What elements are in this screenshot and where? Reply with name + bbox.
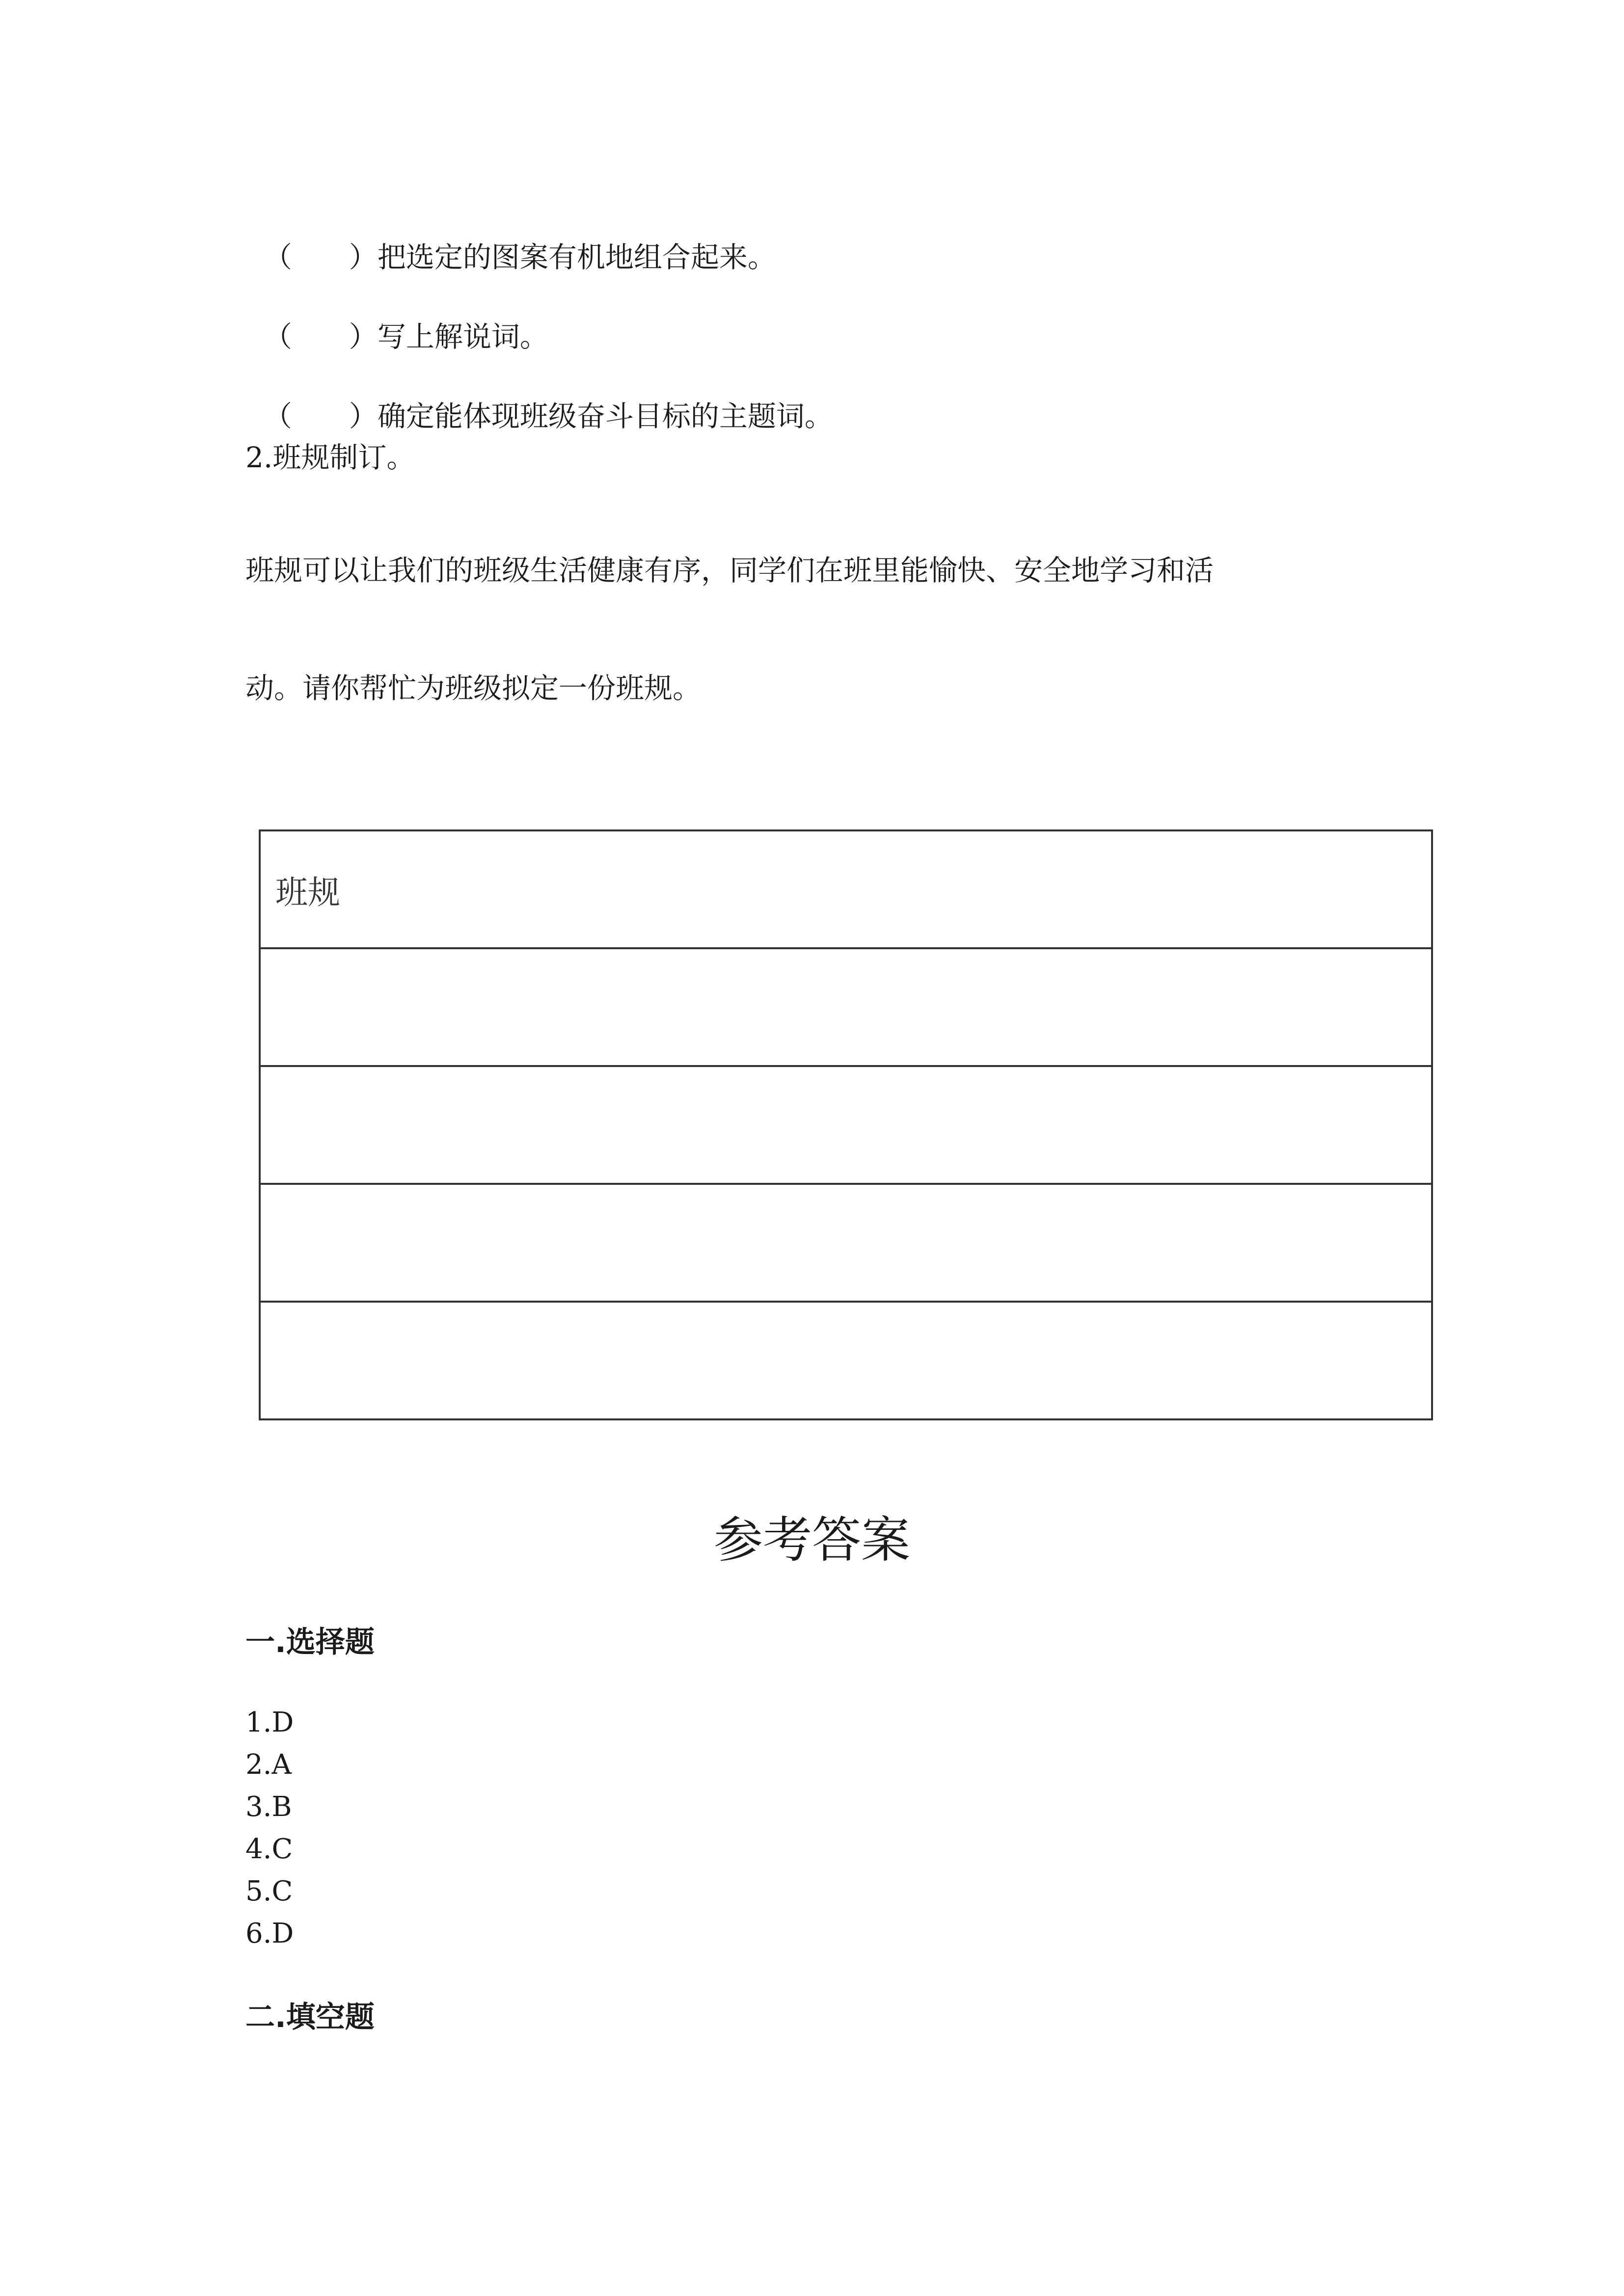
answer-blank: （ ） (263, 400, 378, 433)
rule-entry-cell[interactable] (260, 1066, 1432, 1184)
rule-entry-cell[interactable] (260, 948, 1432, 1066)
class-rules-table (259, 829, 1433, 1420)
answer-item: 3.B (245, 1791, 292, 1823)
option-text: 写上解说词。 (377, 320, 548, 353)
answer-item: 6.D (245, 1918, 294, 1949)
table-header-cell: 班规 (260, 830, 1432, 948)
option-line-1 (245, 198, 776, 277)
answer-key-title: 参考答案 (714, 1511, 910, 1569)
option-line-3 (245, 357, 833, 436)
table-header-row (260, 830, 1432, 948)
section-heading-fill-blank: 二.填空题 (245, 2000, 375, 2034)
answer-item: 1.D (245, 1707, 294, 1738)
question-2-title: 2.班规制订。 (245, 441, 415, 474)
table-row (260, 1184, 1432, 1302)
option-text: 把选定的图案有机地组合起来。 (377, 240, 776, 274)
section-heading-choice: 一.选择题 (245, 1625, 375, 1659)
table-row (260, 1066, 1432, 1184)
answer-item: 5.C (245, 1875, 293, 1907)
table-row (260, 1302, 1432, 1419)
answer-item: 4.C (245, 1833, 293, 1865)
answer-item: 2.A (245, 1749, 292, 1781)
option-line-2 (245, 278, 548, 356)
question-2-body-line-1: 班规可以让我们的班级生活健康有序，同学们在班里能愉快、安全地学习和活 (245, 554, 1214, 587)
option-text: 确定能体现班级奋斗目标的主题词。 (377, 400, 833, 433)
answer-blank: （ ） (263, 320, 378, 353)
question-2-body-line-2: 动。请你帮忙为班级拟定一份班规。 (245, 671, 702, 705)
table-row (260, 948, 1432, 1066)
rule-entry-cell[interactable] (260, 1302, 1432, 1419)
answer-blank: （ ） (263, 240, 378, 274)
rule-entry-cell[interactable] (260, 1184, 1432, 1302)
